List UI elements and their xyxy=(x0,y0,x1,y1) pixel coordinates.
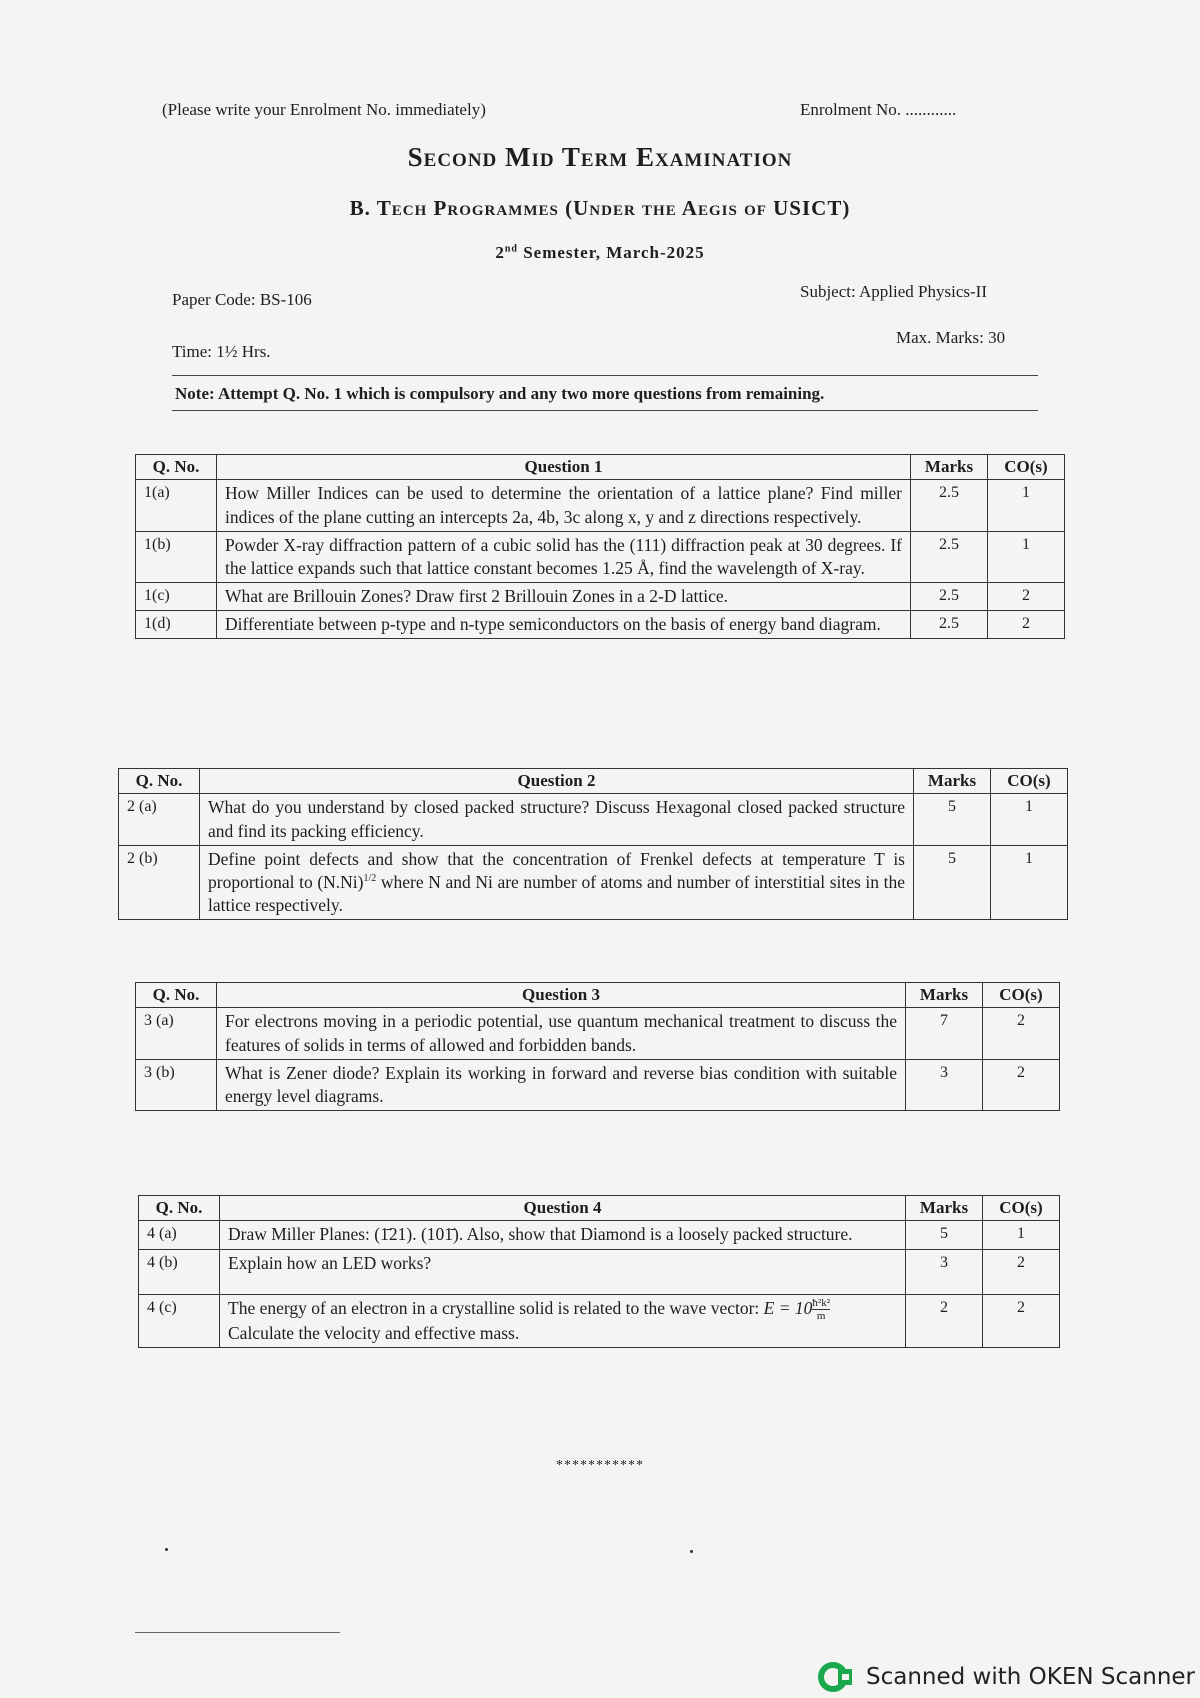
column-marks: Marks xyxy=(906,1196,983,1221)
enrolment-instruction: (Please write your Enrolment No. immediately) xyxy=(162,100,486,119)
semester-suffix: nd xyxy=(504,243,518,255)
question-number: 2 (a) xyxy=(119,794,200,845)
marks-value: 2.5 xyxy=(911,582,988,610)
semester-text: Semester, March-2025 xyxy=(517,243,705,262)
scan-speck xyxy=(165,1548,168,1551)
question-text: For electrons moving in a periodic potential, use quantum mechanical treatment to discuss the features of solids in terms of allowed and forbidden bands. xyxy=(217,1008,906,1059)
equation-numerator: ħ²k² xyxy=(812,1296,831,1309)
question-number: 3 (a) xyxy=(136,1008,217,1059)
note-rule-top xyxy=(172,375,1038,376)
end-marker: *********** xyxy=(556,1458,644,1473)
paper-code: Paper Code: BS-106 xyxy=(172,290,312,309)
note: Note: Attempt Q. No. 1 which is compulsory and any two more questions from remaining. xyxy=(175,384,825,403)
question-1-table xyxy=(135,454,1065,639)
question-number: 1(d) xyxy=(136,610,217,638)
question-text-part: Calculate the velocity and effective mass. xyxy=(228,1323,520,1344)
question-text: Powder X-ray diffraction pattern of a cubic solid has the (111) diffraction peak at 30 degrees. If the lattice expands such that lattice constant becomes 1.25 Å, find the wavelength of X-ray. xyxy=(217,531,911,582)
marks-value: 3 xyxy=(906,1059,983,1110)
question-text-part: where N and Ni are number of atoms and number of interstitial sites in the lattice respectively. xyxy=(208,871,906,915)
table-row xyxy=(139,1221,1060,1249)
marks-value: 7 xyxy=(906,1008,983,1059)
scanner-watermark xyxy=(818,1660,1195,1694)
column-cos: CO(s) xyxy=(991,769,1068,794)
subject: Subject: Applied Physics-II xyxy=(800,282,987,301)
semester-number: 2 xyxy=(495,243,505,262)
column-cos: CO(s) xyxy=(983,983,1060,1008)
marks-value: 2 xyxy=(906,1294,983,1348)
question-number: 4 (a) xyxy=(139,1221,220,1249)
co-value: 1 xyxy=(988,480,1065,531)
question-text: What are Brillouin Zones? Draw first 2 Brillouin Zones in a 2-D lattice. xyxy=(217,582,911,610)
marks-value: 5 xyxy=(906,1221,983,1249)
question-text: Differentiate between p-type and n-type semiconductors on the basis of energy band diagram. xyxy=(217,610,911,638)
question-number: 2 (b) xyxy=(119,845,200,919)
question-text xyxy=(220,1294,906,1348)
co-value: 2 xyxy=(983,1059,1060,1110)
table-row xyxy=(136,610,1065,638)
co-value: 2 xyxy=(988,610,1065,638)
co-value: 2 xyxy=(983,1008,1060,1059)
table-row xyxy=(139,1249,1060,1294)
column-cos: CO(s) xyxy=(983,1196,1060,1221)
question-text xyxy=(200,845,914,919)
question-number: 1(a) xyxy=(136,480,217,531)
column-qno: Q. No. xyxy=(136,455,217,480)
enrolment-field: Enrolment No. ............ xyxy=(800,100,957,119)
equation-fraction xyxy=(812,1297,830,1322)
co-value: 1 xyxy=(988,531,1065,582)
question-text: How Miller Indices can be used to determine the orientation of a lattice plane? Find miller indices of the plane cutting an intercepts 2a, 4b, 3c along x, y and z directions respectively. xyxy=(217,480,911,531)
scan-speck xyxy=(690,1550,693,1553)
co-value: 2 xyxy=(983,1249,1060,1294)
question-number: 3 (b) xyxy=(136,1059,217,1110)
co-value: 1 xyxy=(983,1221,1060,1249)
column-qno: Q. No. xyxy=(119,769,200,794)
note-rule-bottom xyxy=(172,410,1038,411)
question-number: 1(c) xyxy=(136,582,217,610)
question-text: Explain how an LED works? xyxy=(220,1249,906,1294)
column-marks: Marks xyxy=(906,983,983,1008)
equation-denominator: m xyxy=(816,1310,826,1323)
scan-line xyxy=(135,1632,340,1633)
exam-title: Second Mid Term Examination xyxy=(407,142,793,172)
programme-title: B. Tech Programmes (Under the Aegis of USICT) xyxy=(349,196,851,220)
question-1-title: Question 1 xyxy=(217,455,911,480)
semester-line xyxy=(0,243,1200,263)
co-value: 1 xyxy=(991,794,1068,845)
column-marks: Marks xyxy=(911,455,988,480)
question-text-part: Define point defects and show that the concentration of Frenkel defects at temperature T is proportional to (N.Ni) xyxy=(208,848,905,892)
question-2-title: Question 2 xyxy=(200,769,914,794)
question-number: 1(b) xyxy=(136,531,217,582)
marks-value: 2.5 xyxy=(911,531,988,582)
question-3-title: Question 3 xyxy=(217,983,906,1008)
table-row xyxy=(119,845,1068,919)
exponent: 1/2 xyxy=(363,872,377,884)
co-value: 2 xyxy=(988,582,1065,610)
question-text-part: The energy of an electron in a crystalline solid is related to the wave vector: xyxy=(228,1297,764,1318)
column-marks: Marks xyxy=(914,769,991,794)
column-qno: Q. No. xyxy=(139,1196,220,1221)
column-cos: CO(s) xyxy=(988,455,1065,480)
table-row xyxy=(136,1059,1060,1110)
marks-value: 2.5 xyxy=(911,480,988,531)
question-number: 4 (c) xyxy=(139,1294,220,1348)
equation-lhs: E = 10 xyxy=(763,1297,813,1318)
co-value: 1 xyxy=(991,845,1068,919)
scanner-logo-icon xyxy=(818,1660,856,1694)
question-text: What is Zener diode? Explain its working in forward and reverse bias condition with suitable energy level diagrams. xyxy=(217,1059,906,1110)
table-row xyxy=(119,794,1068,845)
question-2-table xyxy=(118,768,1068,920)
table-row xyxy=(136,1008,1060,1059)
marks-value: 2.5 xyxy=(911,610,988,638)
question-4-table xyxy=(138,1195,1060,1348)
scanner-text: Scanned with OKEN Scanner xyxy=(866,1664,1195,1690)
question-text: Draw Miller Planes: (1̄21). (101̄). Also, show that Diamond is a loosely packed structure. xyxy=(220,1221,906,1249)
question-4-title: Question 4 xyxy=(220,1196,906,1221)
table-row xyxy=(136,582,1065,610)
question-text: What do you understand by closed packed structure? Discuss Hexagonal closed packed structure and find its packing efficiency. xyxy=(200,794,914,845)
marks-value: 5 xyxy=(914,794,991,845)
question-number: 4 (b) xyxy=(139,1249,220,1294)
table-row xyxy=(136,531,1065,582)
time: Time: 1½ Hrs. xyxy=(172,342,271,361)
co-value: 2 xyxy=(983,1294,1060,1348)
table-row xyxy=(136,480,1065,531)
marks-value: 5 xyxy=(914,845,991,919)
marks-value: 3 xyxy=(906,1249,983,1294)
table-row xyxy=(139,1294,1060,1348)
question-3-table xyxy=(135,982,1060,1111)
max-marks: Max. Marks: 30 xyxy=(896,328,1006,347)
column-qno: Q. No. xyxy=(136,983,217,1008)
